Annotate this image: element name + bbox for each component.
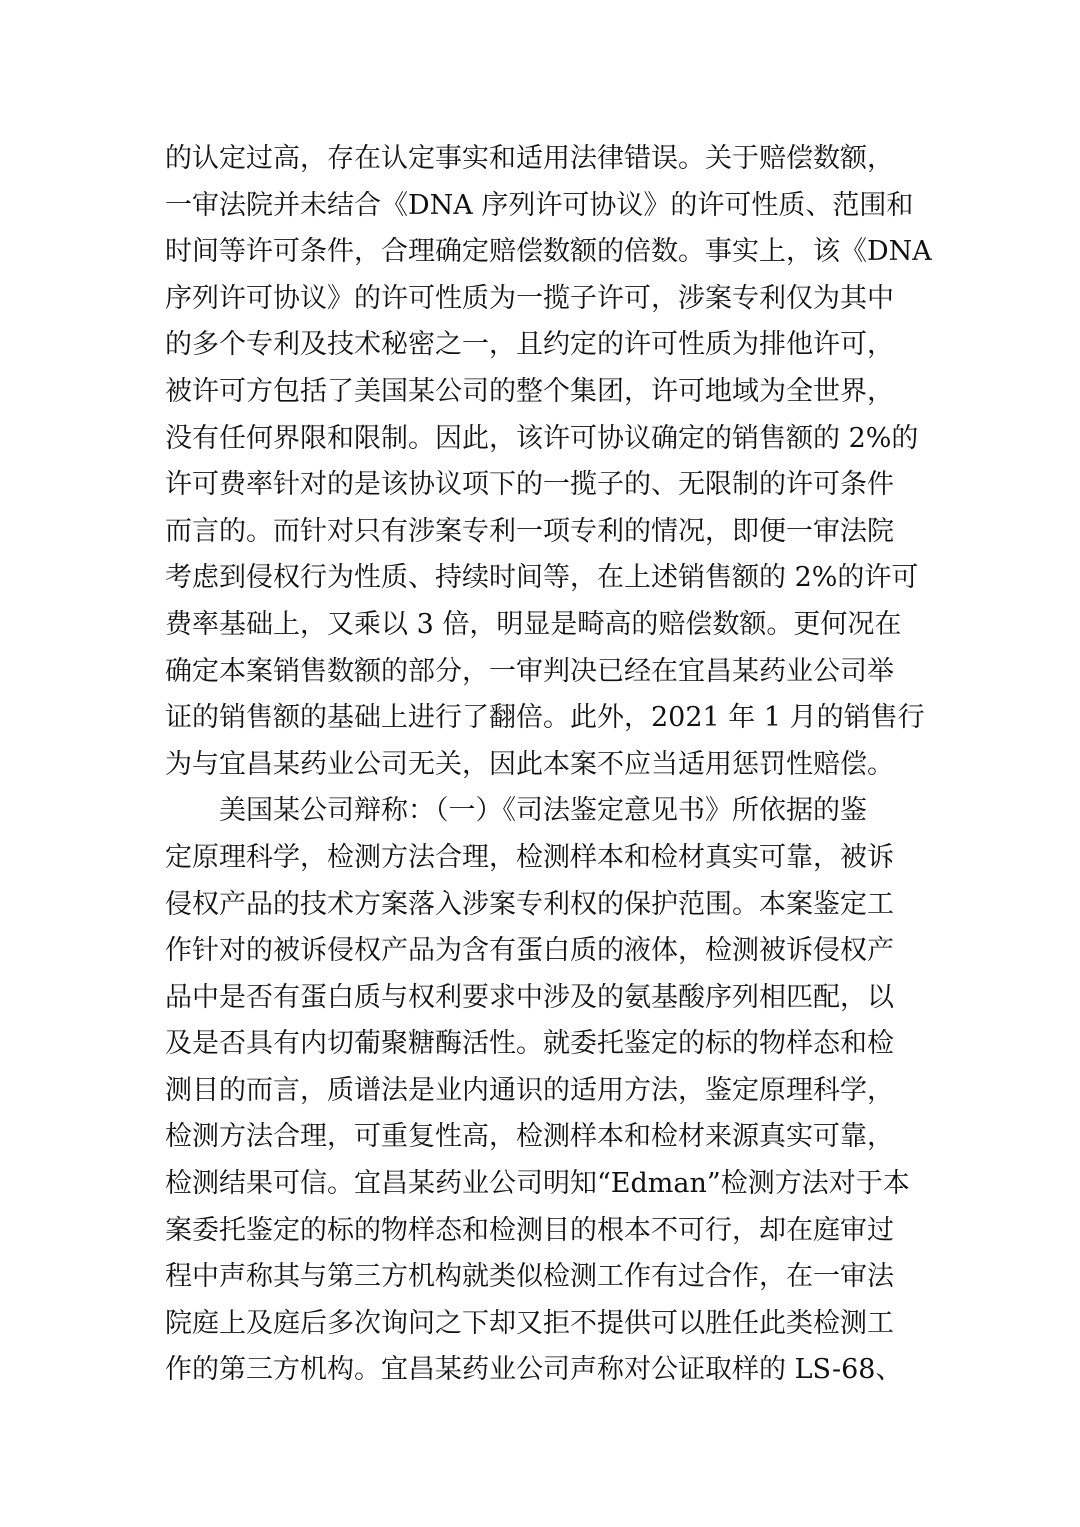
text-line: 院庭上及庭后多次询问之下却又拒不提供可以胜任此类检测工 (165, 1307, 894, 1339)
text-line: 程中声称其与第三方机构就类似检测工作有过合作，在一审法 (165, 1261, 894, 1293)
text-line: 检测方法合理，可重复性高，检测样本和检材来源真实可靠， (165, 1121, 894, 1153)
text-line: 时间等许可条件，合理确定赔偿数额的倍数。事实上，该《DNA (165, 236, 932, 268)
text-line: 一审法院并未结合《DNA 序列许可协议》的许可性质、范围和 (165, 189, 914, 221)
text-line: 定原理科学，检测方法合理，检测样本和检材真实可靠，被诉 (165, 841, 894, 873)
text-line-indented: 美国某公司辩称：（一）《司法鉴定意见书》所依据的鉴 (219, 795, 867, 827)
text-line: 的认定过高，存在认定事实和适用法律错误。关于赔偿数额， (165, 143, 894, 174)
text-line: 侵权产品的技术方案落入涉案专利权的保护范围。本案鉴定工 (165, 888, 894, 920)
paragraph-2 (165, 788, 925, 1394)
text-line: 及是否具有内切葡聚糖酶活性。就委托鉴定的标的物样态和检 (165, 1028, 894, 1060)
paragraph-1 (165, 136, 932, 788)
text-line: 检测结果可信。宜昌某药业公司明知“Edman”检测方法对于本 (165, 1168, 910, 1200)
text-line: 考虑到侵权行为性质、持续时间等，在上述销售额的 2%的许可 (165, 562, 919, 594)
text-line: 的多个专利及技术秘密之一，且约定的许可性质为排他许可， (165, 329, 894, 361)
text-line: 许可费率针对的是该协议项下的一揽子的、无限制的许可条件 (165, 469, 894, 501)
text-line: 没有任何界限和限制。因此，该许可协议确定的销售额的 2%的 (165, 422, 919, 454)
text-line: 品中是否有蛋白质与权利要求中涉及的氨基酸序列相匹配，以 (165, 981, 894, 1013)
text-line: 证的销售额的基础上进行了翻倍。此外，2021 年 1 月的销售行 (165, 702, 925, 734)
document-body (165, 136, 932, 1394)
text-line: 作针对的被诉侵权产品为含有蛋白质的液体，检测被诉侵权产 (165, 935, 894, 967)
text-line: 为与宜昌某药业公司无关，因此本案不应当适用惩罚性赔偿。 (165, 748, 894, 780)
text-line: 被许可方包括了美国某公司的整个集团，许可地域为全世界， (165, 375, 894, 407)
text-line: 而言的。而针对只有涉案专利一项专利的情况，即便一审法院 (165, 515, 894, 547)
text-line: 案委托鉴定的标的物样态和检测目的根本不可行，却在庭审过 (165, 1214, 894, 1246)
text-line: 测目的而言，质谱法是业内通识的适用方法，鉴定原理科学， (165, 1074, 894, 1106)
text-line: 序列许可协议》的许可性质为一揽子许可，涉案专利仅为其中 (165, 282, 894, 314)
text-line: 确定本案销售数额的部分，一审判决已经在宜昌某药业公司举 (165, 655, 894, 687)
text-line: 费率基础上，又乘以 3 倍，明显是畸高的赔偿数额。更何况在 (165, 608, 902, 640)
text-line: 作的第三方机构。宜昌某药业公司声称对公证取样的 LS-68、 (165, 1354, 903, 1386)
